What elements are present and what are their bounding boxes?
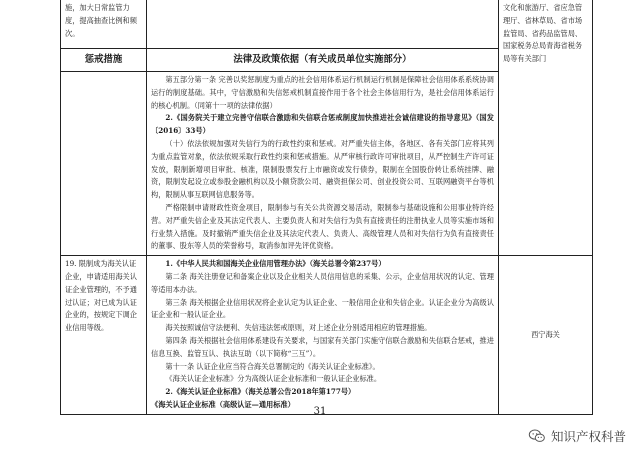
basis-cell [147, 72, 499, 256]
watermark [528, 427, 626, 445]
basis-paragraph: 严格限制申请财政性资金项目，限制参与有关公共资源交易活动，限制参与基础设施和公用事业特许经营。对严重失信企业及其法定代表人、主要负责人和对失信行为负有直接责任的注册执业人员等实施市场和行业禁入措施。及时撤销严重失信企业及其法定代表人、负责人、高级管理人员和对失信行为负有直接责任的董事、股东等人员的荣誉称号，取消参加评先评优资格。 [151, 202, 494, 251]
measure-cell: 19. 限制成为海关认证企业，申请适用海关认证企业管理的，不予通过认证；对已成为认证企业的，按规定下调企业信用等级。 [61, 256, 147, 415]
header-measures: 惩戒措施 [61, 49, 147, 72]
basis-paragraph: 1.《中华人民共和国海关企业信用管理办法》（海关总署令第237号） [165, 259, 386, 269]
watermark-text: 知识产权科普 [550, 429, 626, 444]
basis-paragraph: 海关按照诚信守法便利、失信违法惩戒原则，对上述企业分别适用相应的管理措施。 [165, 323, 432, 333]
measure-cell-empty [61, 72, 147, 256]
dept-cell-continued: 文化和旅游厅、省应急管理厅、省林草局、省市场监管局、省药品监管局、国家税务总局青海省税务局等有关部门 [499, 0, 593, 256]
basis-paragraph: 第二条 海关注册登记和备案企业以及企业相关人员信用信息的采集、公示，企业信用状况的认定、管理等适用本办法。 [151, 271, 494, 294]
row-fragment-top [61, 0, 593, 49]
wechat-icon [528, 429, 546, 443]
basis-cell-continued [147, 0, 499, 49]
basis-paragraph: 第十一条 认证企业应当符合海关总署制定的《海关认证企业标准》。 [165, 361, 380, 371]
basis-paragraph: 《海关认证企业标准（高级认证—通用标准） [151, 399, 295, 409]
basis-paragraph: 2.《海关认证企业标准》（海关总署公告2018年第177号） [165, 387, 356, 397]
basis-paragraph: （十）依法依规加强对失信行为的行政性约束和惩戒。对严重失信主体，各地区、各有关部门应将其列为重点监管对象，依法依规采取行政性约束和惩戒措施。从严审核行政许可审批项目，从严控制生产许可证发放，限制新增项目审批、核准，限制股票发行上市融资或发行债券，限制在全国股份转让系统挂牌、融资，限制发起设立或参股金融机构以及小额贷款公司、融资担保公司、创业投资公司、互联网融资平台等机构，限制从事互联网信息服务等。 [151, 138, 494, 200]
basis-paragraph: 2.《国务院关于建立完善守信联合激励和失信联合惩戒制度加快推进社会诚信建设的指导意见》（国发〔2016〕33号） [151, 113, 494, 136]
basis-paragraph: 第五部分第一条 完善以奖惩制度为重点的社会信用体系运行机制运行机制是保障社会信用体系系统协调运行的制度基础。其中，守信激励和失信惩戒机制直接作用于各个社会主体信用行为，是社会信用体系运行的核心机制。（同第十一项的法律依据） [151, 75, 494, 110]
basis-paragraph: 第三条 海关根据企业信用状况将企业认定为认证企业、一般信用企业和失信企业。认证企业分为高级认证企业和一般认证企业。 [151, 297, 494, 320]
header-basis: 法律及政策依据（有关成员单位实施部分） [147, 49, 499, 72]
table-row [61, 256, 593, 415]
main-table [60, 0, 593, 415]
basis-paragraph: 第四条 海关根据社会信用体系建设有关要求，与国家有关部门实施守信联合激励和失信联合惩戒，推进信息互换、监管互认、执法互助（以下简称“三互”）。 [151, 335, 494, 358]
measure-cell-continued: 施，加大日常监管力度，提高抽查比例和频次。 [61, 0, 147, 49]
basis-paragraph: 《海关认证企业标准》分为高级认证企业标准和一般认证企业标准。 [165, 374, 382, 384]
dept-cell: 西宁海关 [499, 256, 593, 415]
page-number: 31 [313, 406, 327, 417]
basis-cell [147, 256, 499, 415]
